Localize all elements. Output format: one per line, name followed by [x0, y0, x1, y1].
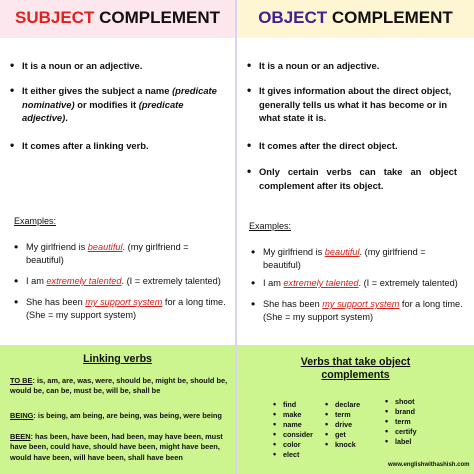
verb-item: • declare [325, 400, 360, 410]
example-text: I am [26, 276, 47, 286]
linking-verbs-title: Linking verbs [83, 353, 152, 365]
subject-heading-rest: COMPLEMENT [99, 8, 220, 27]
object-example-2 [263, 277, 463, 290]
example-text: She has been [26, 297, 86, 307]
to-be-label: TO BE [10, 376, 33, 385]
subject-bullet-2 [22, 84, 227, 125]
verb-item: • color [273, 440, 313, 450]
object-verbs-title-line1: Verbs that take object [300, 356, 411, 368]
example-text: for a long time. (She = my support system) [263, 299, 463, 322]
example-text: . (my girlfriend = beautiful) [263, 247, 426, 270]
verb-item: • elect [273, 450, 313, 460]
verb-item: • certify [385, 427, 417, 437]
object-complement-body [237, 38, 474, 345]
subject-bullet-3: • It comes after a linking verb. [22, 139, 227, 153]
subject-examples-label: Examples: [14, 216, 57, 226]
object-complement-heading [237, 0, 474, 38]
example-text: for a long time. (She = my support system) [26, 297, 226, 320]
object-complement-column [237, 0, 474, 345]
subject-complement-heading [0, 0, 235, 38]
example-text: She has been [263, 299, 323, 309]
been-group [10, 432, 228, 463]
predicate-nominative: (predicate nominative) [22, 85, 217, 110]
object-bullet-1: • It is a noun or an adjective. [259, 59, 457, 73]
object-example-3 [263, 298, 463, 323]
object-bullet-4: • Only certain verbs can take an object complement after its object. [259, 165, 457, 192]
subject-example-1 [26, 241, 226, 266]
subject-keyword: SUBJECT [15, 8, 95, 27]
object-example-1 [263, 246, 463, 271]
object-heading-rest: COMPLEMENT [331, 8, 453, 27]
object-verbs-title [237, 356, 474, 382]
verb-item: • knock [325, 440, 360, 450]
been-label: BEEN [10, 432, 31, 441]
object-keyword: OBJECT [258, 8, 328, 27]
being-label: BEING [10, 411, 34, 420]
verb-item: • drive [325, 420, 360, 430]
example-highlight: beautiful [324, 247, 360, 257]
object-verbs-column-2 [325, 400, 360, 450]
object-verbs-column-3 [385, 397, 417, 447]
verb-item: • brand [385, 407, 417, 417]
example-highlight: my support system [322, 299, 400, 309]
subject-bullet-1: • It is a noun or an adjective. [22, 59, 227, 73]
verb-item: • name [273, 420, 313, 430]
predicate-adjective: (predicate adjective) [22, 98, 184, 123]
verb-item: • find [273, 400, 313, 410]
object-bullet-3: • It comes after the direct object. [259, 139, 457, 153]
subject-complement-column [0, 0, 235, 345]
verb-item: • term [325, 410, 360, 420]
example-highlight: beautiful [87, 242, 123, 252]
object-verbs-title-line2: complements [321, 369, 390, 381]
subject-bullet-2-part3: . [65, 112, 68, 123]
verb-item: • make [273, 410, 313, 420]
example-text: I am [263, 278, 284, 288]
to-be-group [10, 376, 228, 397]
to-be-verbs: : is, am, are, was, were, should be, might be, should be, would be, can be, must be, will be, shall be [10, 376, 228, 396]
subject-example-2 [26, 275, 226, 288]
verb-item: • consider [273, 430, 313, 440]
website-watermark: www.englishwithashish.com [388, 462, 470, 468]
object-examples-label: Examples: [249, 221, 292, 231]
example-highlight: extremely talented [46, 276, 122, 286]
verb-item: • get [325, 430, 360, 440]
example-text: . (I = extremely talented) [358, 278, 458, 288]
example-text: . (my girlfriend = beautiful) [26, 242, 189, 265]
example-text: . (I = extremely talented) [121, 276, 221, 286]
verb-item: • term [385, 417, 417, 427]
subject-bullet-2-part2: or modifies it [74, 98, 139, 110]
being-verbs: : is being, am being, are being, was being, were being [33, 411, 222, 420]
object-bullet-2: • It gives information about the direct object, generally tells us what it has become or in what state it is. [259, 84, 457, 125]
column-divider [235, 0, 237, 474]
example-text: My girlfriend is [26, 242, 88, 252]
subject-complement-body [0, 38, 235, 345]
subject-example-3 [26, 296, 226, 321]
verb-item: • shoot [385, 397, 417, 407]
being-group [10, 411, 228, 421]
object-verbs-column-1 [273, 400, 313, 460]
been-verbs: : has been, have been, had been, may have been, must have been, could have, should have been, might have been, would have been, will have been, shall have been [10, 432, 223, 462]
subject-bullet-2-part1: It either gives the subject a name [22, 85, 173, 96]
example-highlight: my support system [85, 297, 163, 307]
verb-item: • label [385, 437, 417, 447]
example-highlight: extremely talented [283, 278, 359, 288]
example-text: My girlfriend is [263, 247, 325, 257]
